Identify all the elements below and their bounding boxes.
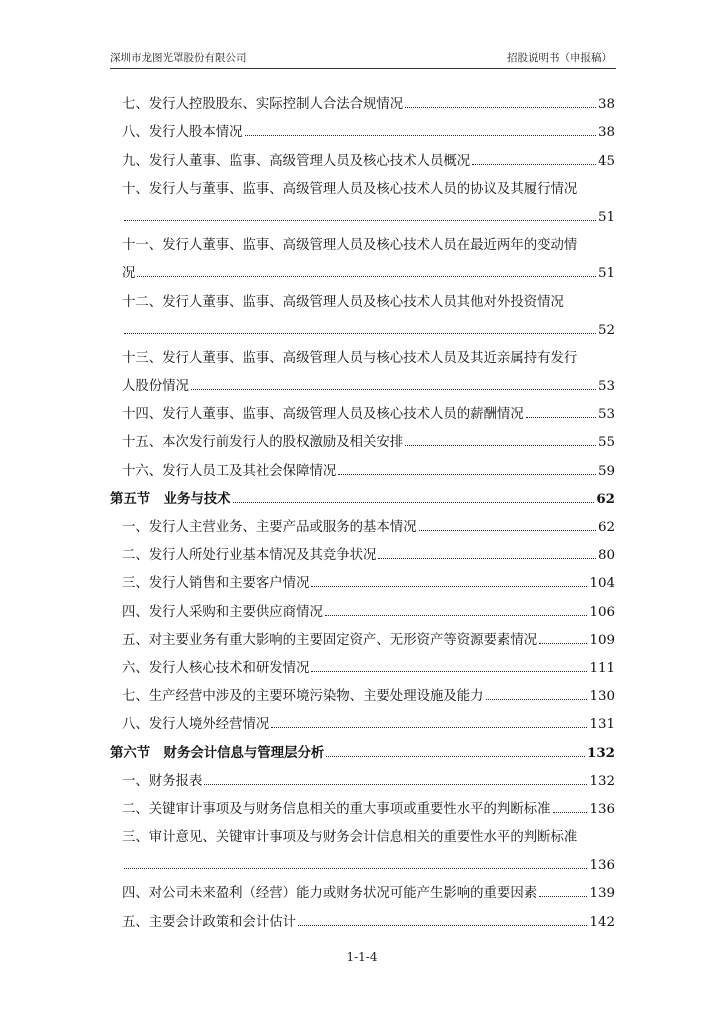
toc-entry-title-cont: 人股份情况 bbox=[122, 379, 189, 395]
toc-leader-dots bbox=[553, 812, 588, 813]
toc-entry-page: 139 bbox=[589, 886, 615, 902]
toc-entry-page: 51 bbox=[597, 266, 615, 282]
toc-leader-dots bbox=[325, 615, 588, 616]
toc-entry-title: 一、财务报表 bbox=[122, 773, 203, 789]
toc-section[interactable] bbox=[110, 479, 615, 507]
toc-entry[interactable] bbox=[110, 112, 615, 140]
header-doc-title: 招股说明书（申报稿） bbox=[507, 52, 612, 64]
toc-entry[interactable] bbox=[110, 620, 615, 648]
toc-leader-dots bbox=[539, 643, 587, 644]
toc-entry-page: 109 bbox=[589, 632, 615, 648]
toc-entry-page: 80 bbox=[597, 548, 615, 564]
toc-entry-title: 五、对主要业务有重大影响的主要固定资产、无形资产等资源要素情况 bbox=[122, 632, 538, 648]
toc-entry-title: 十一、发行人董事、监事、高级管理人员及核心技术人员在最近两年的变动情 bbox=[122, 238, 578, 254]
toc-entry[interactable] bbox=[110, 394, 615, 422]
table-of-contents bbox=[110, 84, 615, 930]
toc-entry-page: 55 bbox=[597, 435, 615, 451]
toc-entry[interactable] bbox=[110, 225, 615, 253]
toc-entry-title: 十五、本次发行前发行人的股权激励及相关安排 bbox=[122, 435, 404, 451]
toc-entry-page: 52 bbox=[597, 322, 615, 338]
toc-entry-page: 130 bbox=[589, 689, 615, 705]
toc-entry-title: 四、发行人采购和主要供应商情况 bbox=[122, 604, 323, 620]
toc-entry-title: 一、发行人主营业务、主要产品或服务的基本情况 bbox=[122, 520, 417, 535]
toc-entry[interactable] bbox=[110, 789, 615, 817]
toc-entry-continuation[interactable] bbox=[110, 197, 615, 225]
toc-leader-dots bbox=[124, 868, 587, 869]
toc-entry-page: 38 bbox=[597, 125, 615, 141]
toc-entry-title: 十、发行人与董事、监事、高级管理人员及核心技术人员的协议及其履行情况 bbox=[122, 181, 578, 197]
toc-entry-title: 三、发行人销售和主要客户情况 bbox=[122, 576, 310, 592]
toc-leader-dots bbox=[405, 445, 596, 446]
toc-entry-page: 51 bbox=[597, 209, 615, 225]
toc-entry-page: 111 bbox=[589, 660, 615, 676]
toc-entry-title: 十二、发行人董事、监事、高级管理人员及核心技术人员其他对外投资情况 bbox=[122, 294, 564, 310]
page-footer bbox=[0, 950, 724, 964]
toc-entry-page: 104 bbox=[589, 576, 615, 592]
toc-entry[interactable] bbox=[110, 84, 615, 112]
toc-entry[interactable] bbox=[110, 648, 615, 676]
toc-entry-continuation[interactable] bbox=[110, 253, 615, 281]
toc-leader-dots bbox=[191, 389, 596, 390]
toc-entry-title: 五、主要会计政策和会计估计 bbox=[122, 914, 297, 930]
toc-entry-continuation[interactable] bbox=[110, 310, 615, 338]
toc-entry-page: 131 bbox=[589, 717, 615, 733]
toc-entry-page: 59 bbox=[597, 463, 615, 479]
toc-entry-page: 136 bbox=[589, 858, 615, 874]
toc-entry[interactable] bbox=[110, 591, 615, 619]
page-number: 1-1-4 bbox=[346, 950, 378, 964]
toc-entry[interactable] bbox=[110, 817, 615, 845]
toc-entry-page: 53 bbox=[597, 407, 615, 423]
toc-entry[interactable] bbox=[110, 873, 615, 901]
toc-entry-continuation[interactable] bbox=[110, 366, 615, 394]
toc-leader-dots bbox=[311, 671, 587, 672]
toc-entry-title: 七、发行人控股股东、实际控制人合法合规情况 bbox=[122, 97, 404, 113]
toc-entry-title: 九、发行人董事、监事、高级管理人员及核心技术人员概况 bbox=[122, 153, 471, 169]
toc-leader-dots bbox=[298, 925, 587, 926]
toc-entry[interactable] bbox=[110, 704, 615, 732]
toc-section-title: 第六节 财务会计信息与管理层分析 bbox=[110, 744, 325, 761]
toc-entry-page: 132 bbox=[587, 744, 615, 761]
toc-leader-dots bbox=[539, 896, 587, 897]
toc-entry-title: 七、生产经营中涉及的主要环境污染物、主要处理设施及能力 bbox=[122, 689, 484, 705]
toc-entry[interactable] bbox=[110, 563, 615, 591]
toc-entry-title: 三、审计意见、关键审计事项及与财务会计信息相关的重要性水平的判断标准 bbox=[122, 830, 578, 846]
toc-leader-dots bbox=[245, 135, 596, 136]
toc-entry-page: 106 bbox=[589, 604, 615, 620]
toc-section-title: 第五节 业务与技术 bbox=[110, 490, 231, 507]
toc-entry[interactable] bbox=[110, 535, 615, 563]
toc-entry-title: 八、发行人股本情况 bbox=[122, 125, 243, 141]
toc-entry[interactable] bbox=[110, 676, 615, 704]
toc-leader-dots bbox=[124, 220, 596, 221]
toc-section[interactable] bbox=[110, 732, 615, 760]
toc-leader-dots bbox=[311, 586, 587, 587]
toc-entry-title: 二、发行人所处行业基本情况及其竞争状况 bbox=[122, 548, 377, 564]
toc-entry-title: 二、关键审计事项及与财务信息相关的重大事项或重要性水平的判断标准 bbox=[122, 801, 551, 817]
toc-leader-dots bbox=[378, 558, 596, 559]
toc-leader-dots bbox=[338, 474, 596, 475]
toc-leader-dots bbox=[326, 756, 585, 757]
toc-entry-page: 38 bbox=[597, 97, 615, 113]
toc-leader-dots bbox=[204, 784, 587, 785]
toc-entry[interactable] bbox=[110, 450, 615, 478]
toc-leader-dots bbox=[233, 502, 595, 503]
toc-entry[interactable] bbox=[110, 338, 615, 366]
toc-leader-dots bbox=[419, 530, 596, 531]
page-header bbox=[110, 50, 616, 69]
toc-entry[interactable] bbox=[110, 507, 615, 535]
toc-entry[interactable] bbox=[110, 422, 615, 450]
toc-leader-dots bbox=[472, 164, 596, 165]
toc-leader-dots bbox=[137, 276, 596, 277]
toc-entry[interactable] bbox=[110, 140, 615, 168]
toc-entry-page: 62 bbox=[596, 490, 615, 507]
toc-entry-page: 136 bbox=[589, 801, 615, 817]
toc-entry-title: 十六、发行人员工及其社会保障情况 bbox=[122, 463, 337, 479]
toc-entry-title: 四、对公司未来盈利（经营）能力或财务状况可能产生影响的重要因素 bbox=[122, 886, 538, 902]
toc-leader-dots bbox=[271, 727, 587, 728]
toc-leader-dots bbox=[124, 333, 596, 334]
toc-entry-page: 62 bbox=[597, 520, 615, 535]
toc-leader-dots bbox=[526, 417, 596, 418]
toc-entry-title: 八、发行人境外经营情况 bbox=[122, 717, 270, 733]
toc-leader-dots bbox=[405, 107, 596, 108]
toc-entry-title-cont: 况 bbox=[122, 266, 136, 282]
toc-entry-title: 十四、发行人董事、监事、高级管理人员及核心技术人员的薪酬情况 bbox=[122, 407, 524, 423]
toc-entry[interactable] bbox=[110, 761, 615, 789]
toc-entry-title: 六、发行人核心技术和研发情况 bbox=[122, 660, 310, 676]
toc-entry-page: 45 bbox=[597, 153, 615, 169]
toc-entry[interactable] bbox=[110, 281, 615, 309]
toc-entry-page: 53 bbox=[597, 379, 615, 395]
header-company: 深圳市龙图光罩股份有限公司 bbox=[110, 52, 247, 64]
toc-entry-page: 132 bbox=[589, 773, 615, 789]
toc-entry-page: 142 bbox=[589, 914, 615, 930]
toc-entry-title: 十三、发行人董事、监事、高级管理人员与核心技术人员及其近亲属持有发行 bbox=[122, 350, 578, 366]
toc-entry[interactable] bbox=[110, 901, 615, 929]
toc-entry-continuation[interactable] bbox=[110, 845, 615, 873]
toc-leader-dots bbox=[486, 699, 588, 700]
toc-entry[interactable] bbox=[110, 169, 615, 197]
